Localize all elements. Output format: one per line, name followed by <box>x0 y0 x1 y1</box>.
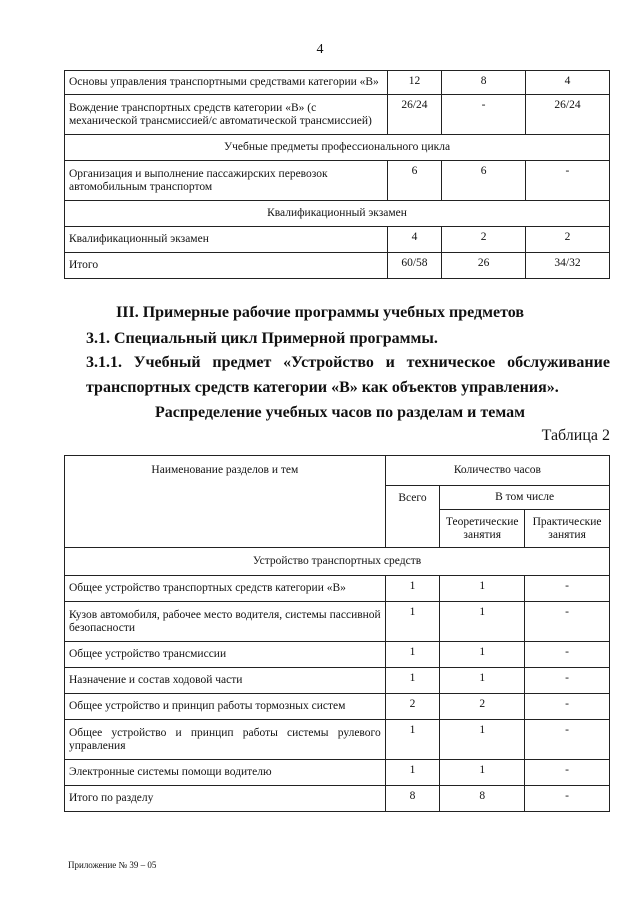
section-heading-iii: III. Примерные рабочие программы учебных предметов <box>116 304 524 321</box>
cell-practice: - <box>525 602 610 642</box>
page-number: 4 <box>316 42 324 57</box>
table-row <box>65 720 610 760</box>
table-row <box>65 227 610 253</box>
cell-practice: - <box>525 668 610 694</box>
cell-value: 8 <box>442 71 526 95</box>
cell-value: 2 <box>442 227 526 253</box>
table-row <box>65 642 610 668</box>
header-name: Наименование разделов и тем <box>65 456 386 548</box>
row-name: Вождение транспортных средств категории «B» (с механической трансмиссией/с автоматической трансмиссией) <box>65 95 388 135</box>
table-row <box>65 694 610 720</box>
table-label: Таблица 2 <box>541 427 610 444</box>
cell-practice: - <box>525 720 610 760</box>
table-row <box>65 602 610 642</box>
cell-total: 1 <box>385 602 440 642</box>
section-row <box>65 201 610 227</box>
row-name: Организация и выполнение пассажирских перевозок автомобильным транспортом <box>65 161 388 201</box>
table-row <box>65 668 610 694</box>
row-name: Основы управления транспортными средствами категории «B» <box>65 71 388 95</box>
cell-value: 6 <box>442 161 526 201</box>
heading-word: обслуживание <box>507 354 610 371</box>
cell-value: 26/24 <box>387 95 442 135</box>
row-name: Общее устройство и принцип работы системы рулевого управления <box>65 720 386 760</box>
distribution-heading: Распределение учебных часов по разделам и темам <box>154 404 526 421</box>
hours-distribution-table <box>64 455 610 812</box>
cell-total: 1 <box>385 642 440 668</box>
table-row <box>65 786 610 812</box>
cell-value: 4 <box>387 227 442 253</box>
cell-theory: 1 <box>440 668 525 694</box>
section-row <box>65 135 610 161</box>
cell-value: - <box>525 161 609 201</box>
section-title: Квалификационный экзамен <box>65 201 610 227</box>
table-row <box>65 576 610 602</box>
cell-total: 8 <box>385 786 440 812</box>
cell-total: 1 <box>385 668 440 694</box>
table-row <box>65 760 610 786</box>
table-row <box>65 161 610 201</box>
cell-practice: - <box>525 694 610 720</box>
row-name: Квалификационный экзамен <box>65 227 388 253</box>
table-row <box>65 253 610 279</box>
row-name: Итого по разделу <box>65 786 386 812</box>
cell-total: 1 <box>385 576 440 602</box>
cell-value: 2 <box>525 227 609 253</box>
row-name: Общее устройство и принцип работы тормозных систем <box>65 694 386 720</box>
cell-total: 2 <box>385 694 440 720</box>
heading-word: 3.1.1. <box>86 354 122 371</box>
cell-theory: 1 <box>440 760 525 786</box>
cell-value: 4 <box>525 71 609 95</box>
table-row <box>65 95 610 135</box>
row-name: Назначение и состав ходовой части <box>65 668 386 694</box>
cell-value: 26 <box>442 253 526 279</box>
cell-practice: - <box>525 786 610 812</box>
row-name: Общее устройство транспортных средств категории «B» <box>65 576 386 602</box>
cell-total: 1 <box>385 760 440 786</box>
cell-value: 6 <box>387 161 442 201</box>
header-hours: Количество часов <box>385 456 609 486</box>
cell-value: 12 <box>387 71 442 95</box>
subsection-heading-3-1-1 <box>86 354 610 372</box>
cell-practice: - <box>525 642 610 668</box>
row-name: Итого <box>65 253 388 279</box>
table-row <box>65 71 610 95</box>
heading-word: техническое <box>406 354 496 371</box>
heading-word: Учебный <box>133 354 201 371</box>
heading-word: «Устройство <box>283 354 374 371</box>
cell-value: - <box>442 95 526 135</box>
row-name: Кузов автомобиля, рабочее место водителя, системы пассивной безопасности <box>65 602 386 642</box>
subsection-heading-3-1: 3.1. Специальный цикл Примерной программы. <box>86 330 438 347</box>
cell-theory: 1 <box>440 720 525 760</box>
section-row: Устройство транспортных средств <box>65 548 610 576</box>
header-total: Всего <box>385 486 440 548</box>
cell-theory: 1 <box>440 576 525 602</box>
cell-practice: - <box>525 576 610 602</box>
cell-value: 60/58 <box>387 253 442 279</box>
row-name: Общее устройство трансмиссии <box>65 642 386 668</box>
cell-theory: 1 <box>440 602 525 642</box>
cell-practice: - <box>525 760 610 786</box>
footer-note: Приложение № 39 – 05 <box>68 860 157 870</box>
cell-value: 34/32 <box>525 253 609 279</box>
header-including: В том числе <box>440 486 610 510</box>
heading-word: и <box>385 354 395 371</box>
cell-theory: 8 <box>440 786 525 812</box>
heading-word: предмет <box>212 354 272 371</box>
subsection-heading-3-1-1-line2: транспортных средств категории «B» как объектов управления». <box>86 379 559 396</box>
cell-value: 26/24 <box>525 95 609 135</box>
section-title: Учебные предметы профессионального цикла <box>65 135 610 161</box>
cell-theory: 1 <box>440 642 525 668</box>
row-name: Электронные системы помощи водителю <box>65 760 386 786</box>
cell-total: 1 <box>385 720 440 760</box>
header-practice: Практические занятия <box>525 510 610 548</box>
cell-theory: 2 <box>440 694 525 720</box>
header-theory: Теоретические занятия <box>440 510 525 548</box>
hours-summary-table <box>64 70 610 279</box>
